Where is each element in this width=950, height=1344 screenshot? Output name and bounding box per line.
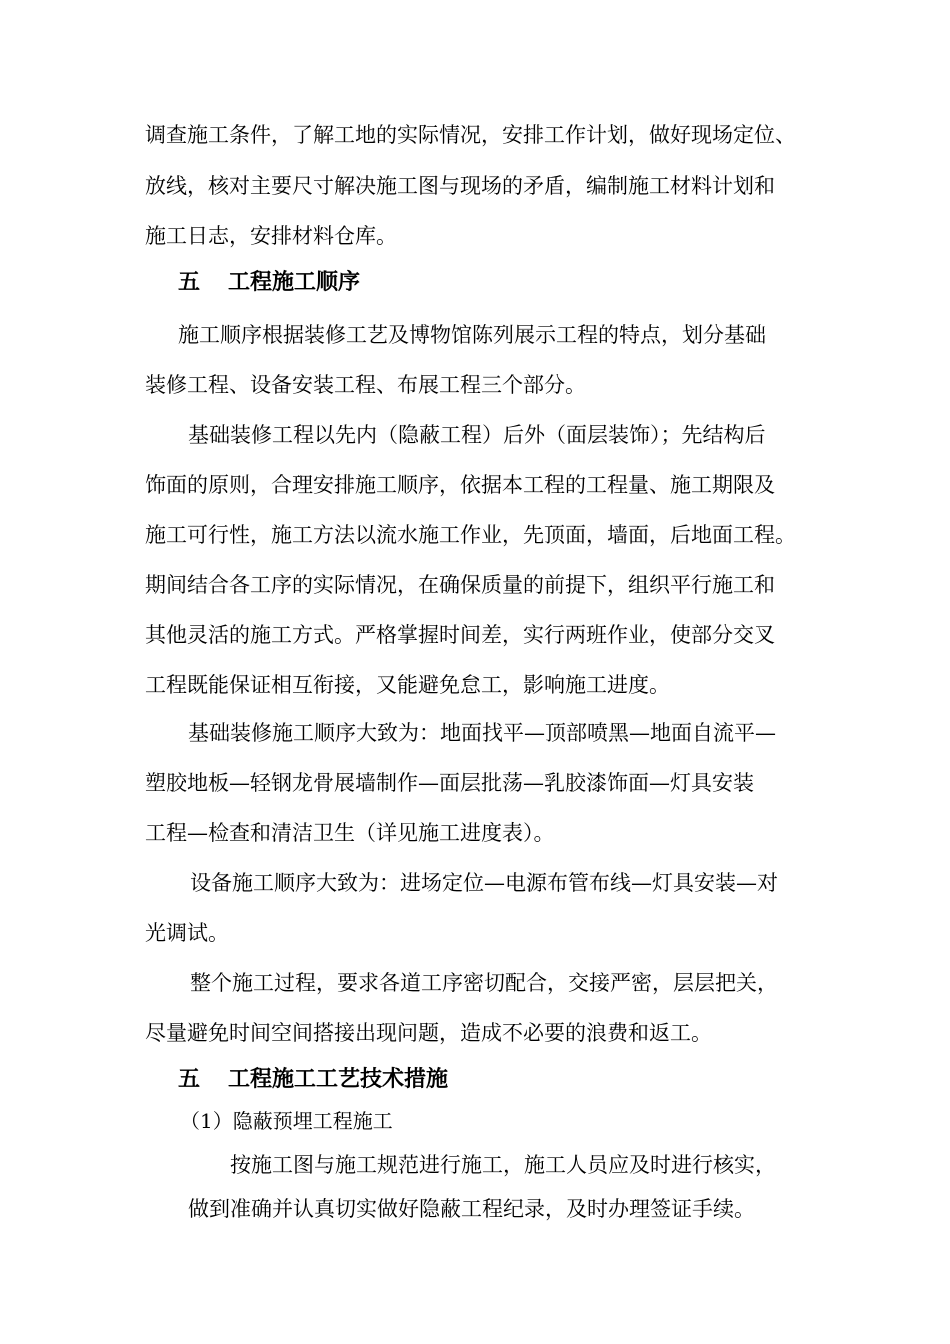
paragraph-line: 饰面的原则，合理安排施工顺序，依据本工程的工程量、施工期限及 xyxy=(145,473,775,497)
paragraph-line: 基础装修工程以先内（隐蔽工程）后外（面层装饰）；先结构后 xyxy=(188,423,766,447)
paragraph-line: 基础装修施工顺序大致为：地面找平—顶部喷黑—地面自流平— xyxy=(188,721,776,745)
paragraph-line: 光调试。 xyxy=(145,921,229,945)
section-heading-sequence xyxy=(178,268,360,298)
paragraph-line: 期间结合各工序的实际情况，在确保质量的前提下，组织平行施工和 xyxy=(145,573,775,597)
paragraph-line: 按施工图与施工规范进行施工，施工人员应及时进行核实， xyxy=(230,1153,776,1177)
section-title: 工程施工工艺技术措施 xyxy=(228,1067,449,1092)
section-heading-techniques xyxy=(178,1065,448,1095)
paragraph-line: 其他灵活的施工方式。严格掌握时间差，实行两班作业，使部分交叉 xyxy=(145,623,775,647)
paragraph-line: 尽量避免时间空间搭接出现问题，造成不必要的浪费和返工。 xyxy=(145,1021,712,1045)
paragraph-line: 施工顺序根据装修工艺及博物馆陈列展示工程的特点，划分基础 xyxy=(178,323,766,347)
paragraph-line: 工程既能保证相互衔接，又能避免怠工，影响施工进度。 xyxy=(145,673,670,697)
paragraph-line: 装修工程、设备安装工程、布展工程三个部分。 xyxy=(145,373,586,397)
paragraph-line: 塑胶地板—轻钢龙骨展墙制作—面层批荡—乳胶漆饰面—灯具安装 xyxy=(145,771,754,795)
intro-line-1: 调查施工条件，了解工地的实际情况，安排工作计划，做好现场定位、 xyxy=(145,123,796,147)
intro-line-3: 施工日志，安排材料仓库。 xyxy=(145,224,397,248)
section-number: 五 xyxy=(178,270,201,295)
subsection-title: （1）隐蔽预埋工程施工 xyxy=(180,1109,393,1133)
section-number: 五 xyxy=(178,1067,201,1092)
paragraph-line: 整个施工过程，要求各道工序密切配合，交接严密，层层把关， xyxy=(190,971,778,995)
intro-line-2: 放线，核对主要尺寸解决施工图与现场的矛盾，编制施工材料计划和 xyxy=(145,174,775,198)
section-title: 工程施工顺序 xyxy=(228,270,361,295)
paragraph-line: 施工可行性，施工方法以流水施工作业，先顶面，墙面，后地面工程。 xyxy=(145,523,796,547)
paragraph-line: 工程—检查和清洁卫生（详见施工进度表）。 xyxy=(145,821,555,845)
paragraph-line: 设备施工顺序大致为：进场定位—电源布管布线—灯具安装—对 xyxy=(190,871,778,895)
paragraph-line: 做到准确并认真切实做好隐蔽工程纪录，及时办理签证手续。 xyxy=(188,1197,755,1221)
